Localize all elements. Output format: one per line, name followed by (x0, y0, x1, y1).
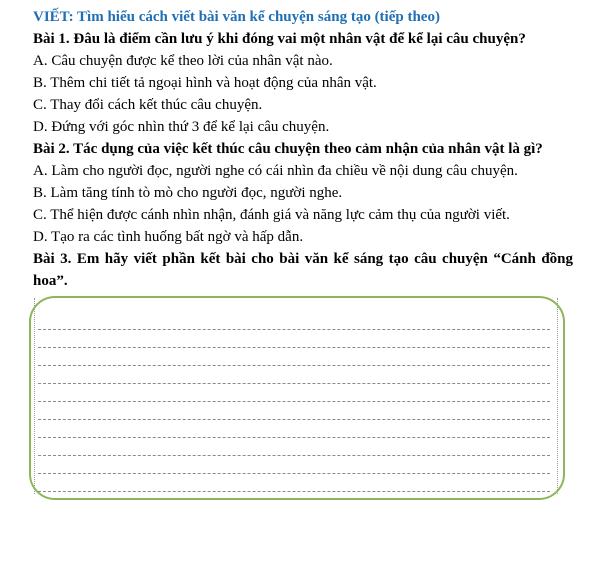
answer-line (38, 329, 550, 330)
answer-line (38, 473, 550, 474)
question-2: Bài 2. Tác dụng của việc kết thúc câu chuyện theo cảm nhận của nhân vật là gì? (33, 141, 543, 157)
q1-option-a: A. Câu chuyện được kể theo lời của nhân vật nào. (33, 53, 333, 69)
answer-line (38, 419, 550, 420)
answer-line (38, 365, 550, 366)
worksheet (33, 6, 573, 292)
question-1: Bài 1. Đâu là điểm cần lưu ý khi đóng vai một nhân vật để kể lại câu chuyện? (33, 31, 526, 47)
answer-line (38, 491, 550, 492)
question-3: Bài 3. Em hãy viết phần kết bài cho bài văn kể sáng tạo câu chuyện “Cánh đồng hoa”. (33, 251, 573, 289)
answer-line (38, 383, 550, 384)
q1-option-d: D. Đứng với góc nhìn thứ 3 để kể lại câu chuyện. (33, 119, 330, 135)
answer-box[interactable] (29, 296, 565, 500)
q2-option-c: C. Thể hiện được cánh nhìn nhận, đánh giá và năng lực cảm thụ của người viết. (33, 207, 510, 223)
answer-line (38, 401, 550, 402)
section-heading: VIẾT: Tìm hiểu cách viết bài văn kể chuyện sáng tạo (tiếp theo) (33, 9, 440, 25)
q1-option-b: B. Thêm chi tiết tả ngoại hình và hoạt động của nhân vật. (33, 75, 377, 91)
q2-option-b: B. Làm tăng tính tò mò cho người đọc, người nghe. (33, 185, 343, 201)
q1-option-c: C. Thay đổi cách kết thúc câu chuyện. (33, 97, 263, 113)
answer-line (38, 455, 550, 456)
answer-line (38, 437, 550, 438)
answer-line (38, 347, 550, 348)
q2-option-d: D. Tạo ra các tình huống bất ngờ và hấp dẫn. (33, 229, 304, 245)
q2-option-a: A. Làm cho người đọc, người nghe có cái nhìn đa chiều về nội dung câu chuyện. (33, 163, 518, 179)
